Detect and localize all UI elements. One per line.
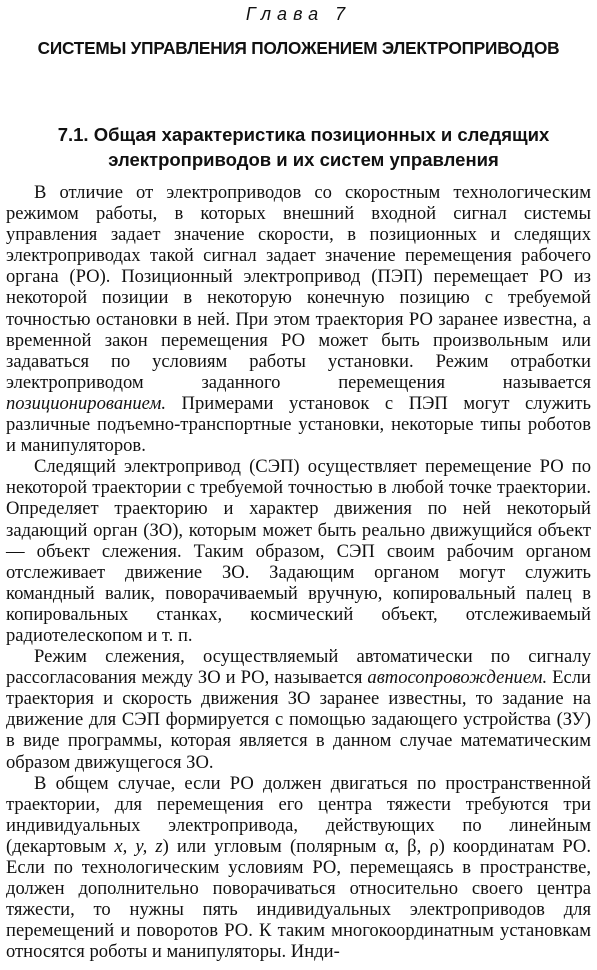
term-emphasis: автосопровождением. <box>367 667 548 689</box>
paragraph: В общем случае, если РО должен двигаться по пространственной траектории, для перемещения его центра тяжести требуются три индивидуальных электропривода, действующих по линейным (декартовым x, y, z) или угловым (полярным α, β, ρ) координатам РО. Если по технологическим условиям РО, перемещаясь в пространстве, должен дополнительно поворачиваться относительно своего центра тяжести, то нужны пять индивидуальных электроприводов для перемещений и поворотов РО. К таким многокоординатным установкам относятся роботы и манипуляторы. Инди- <box>6 772 591 963</box>
section-title: 7.1. Общая характеристика позиционных и следящих электроприводов и их систем управления <box>57 124 550 170</box>
body-text <box>6 182 591 962</box>
paragraph: В отличие от электроприводов со скоростным технологическим режимом работы, в которых внешний входной сигнал системы управления задает значение скорости, в позиционных и следящих электроприводах такой сигнал задает значение перемещения рабочего органа (РО). Позиционный электропривод (ПЭП) перемещает РО из некоторой позиции в некоторую конечную позицию с требуемой точностью остановки в ней. При этом траектория РО заранее известна, а временной закон перемещения РО может быть произвольным или задаваться по условиям работы установки. Режим отработки электроприводом заданного перемещения называется позиционированием. Примерами установок с ПЭП могут служить различные подъемно-транспортные установки, некоторые типы роботов и манипуляторов. <box>6 182 591 457</box>
paragraph: Режим слежения, осуществляемый автоматически по сигналу рассогласования между ЗО и РО, называется автосопровождением. Если траектория и скорость движения ЗО заранее известны, то задание на движение для СЭП формируется с помощью задающего устройства (ЗУ) в виде программы, которая является в данном случае математическим образом движущегося ЗО. <box>6 646 591 773</box>
chapter-title: СИСТЕМЫ УПРАВЛЕНИЯ ПОЛОЖЕНИЕМ ЭЛЕКТРОПРИВОДОВ <box>37 38 560 58</box>
term-emphasis: позиционированием. <box>6 392 166 414</box>
term-emphasis: x, y, z <box>114 835 163 857</box>
paragraph: Следящий электропривод (СЭП) осуществляет перемещение РО по некоторой траектории с требуемой точностью в любой точке траектории. Определяет траекторию и характер движения по ней некоторый задающий орган (ЗО), которым может быть реально движущийся объект — объект слежения. Таким образом, СЭП своим рабочим органом отслеживает движение ЗО. Задающим органом могут служить командный валик, поворачиваемый вручную, копировальный палец в копировальных станках, космический объект, отслеживаемый радиотелескопом и т. п. <box>6 456 591 646</box>
chapter-label: Глава 7 <box>245 4 352 24</box>
